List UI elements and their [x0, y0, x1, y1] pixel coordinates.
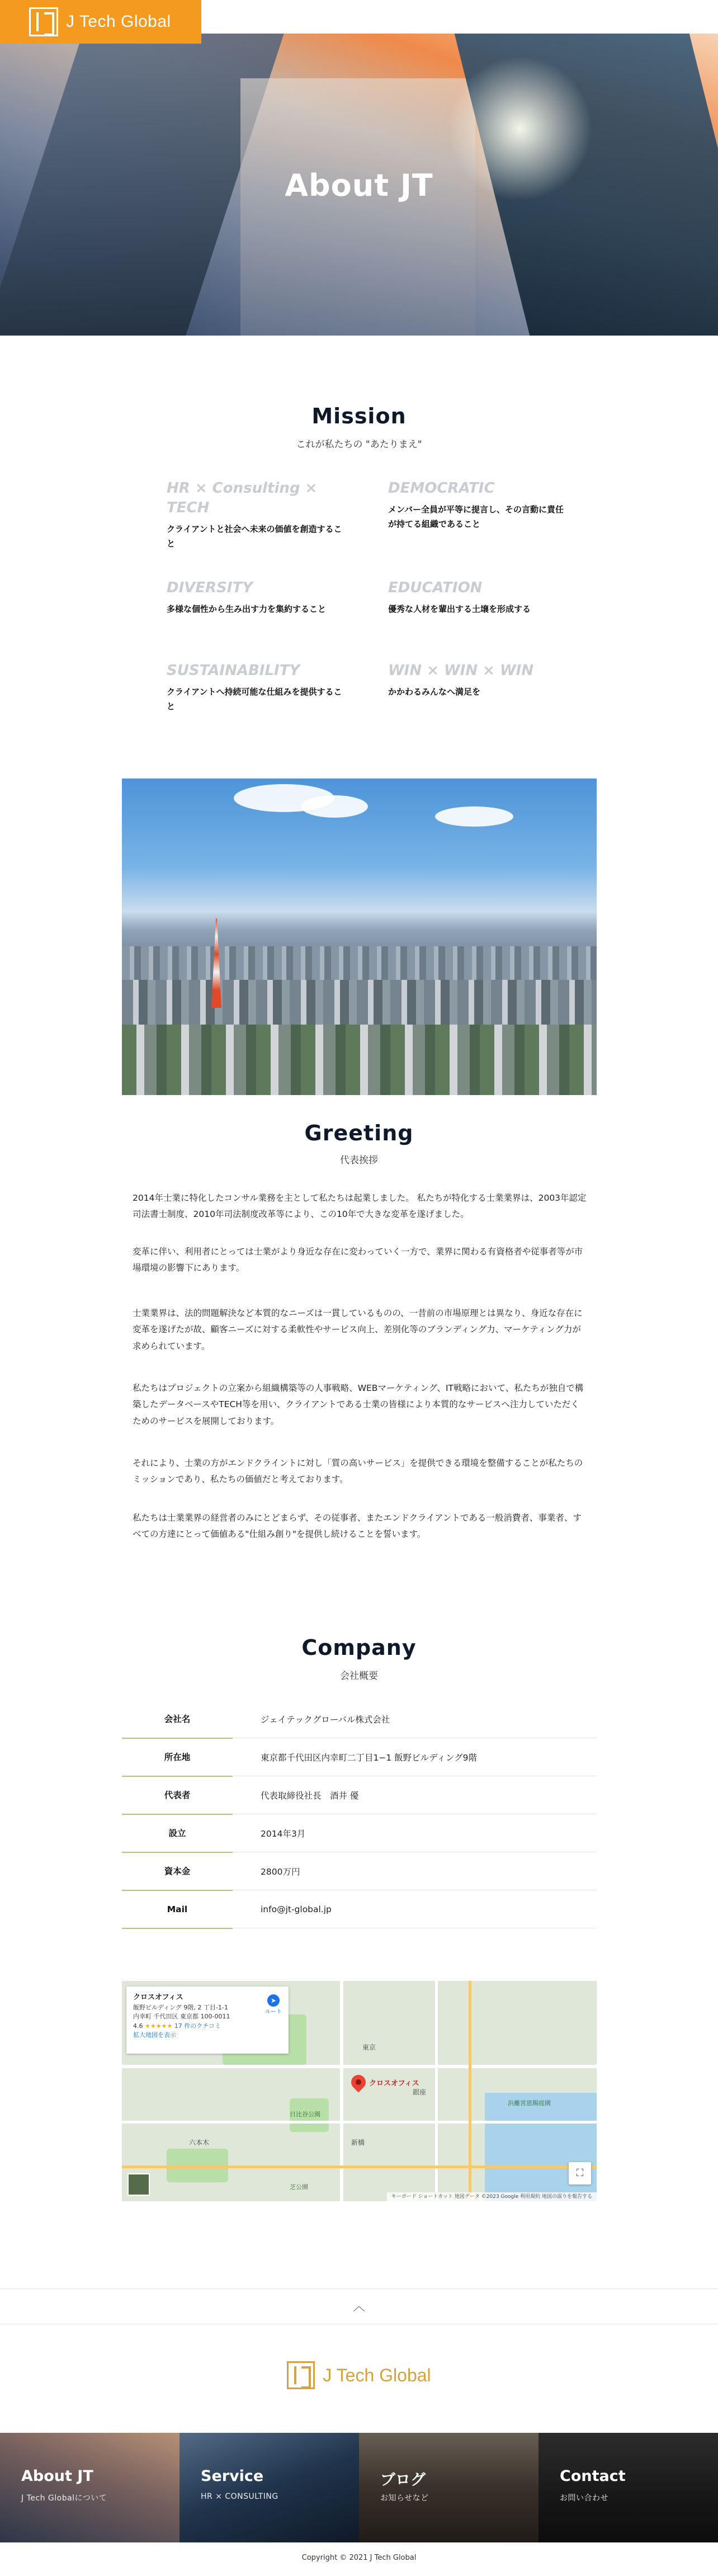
company-key: 資本金 [122, 1852, 233, 1890]
mission-item-ja: 優秀な人材を輩出する土壌を形成する [388, 604, 531, 615]
mission-item [388, 479, 567, 531]
footer-nav-title: About JT [21, 2468, 93, 2485]
google-map-embed[interactable] [122, 1981, 597, 2201]
company-value: 代表取締役社長 酒井 優 [261, 1790, 359, 1801]
copyright: Copyright © 2021 J Tech Global [301, 2554, 417, 2562]
company-key: 会社名 [122, 1700, 233, 1738]
page-title: About JT [285, 168, 433, 203]
mission-item-en: HR × Consulting × TECH [167, 480, 318, 517]
greeting-paragraph: 2014年士業に特化したコンサル業務を主として私たちは起業しました。 私たちが特化する士業業界は、2003年認定司法書士制度、2010年司法制度改革等により、この10年で大きな変革を遂げました。 [133, 1193, 587, 1220]
map-route-button[interactable] [265, 1994, 282, 2016]
mission-item [167, 578, 346, 617]
directions-icon: ➤ [267, 1994, 280, 2007]
footer-nav-sub: お知らせなど [380, 2494, 429, 2503]
footer-logo-text: J Tech Global [323, 2365, 431, 2385]
mission-item-en: WIN × WIN × WIN [388, 662, 534, 679]
footer-logo[interactable] [0, 2361, 718, 2389]
footer-nav-sub: お問い合わせ [560, 2494, 608, 2503]
map-label: 六本木 [189, 2139, 210, 2146]
company-key: 代表者 [122, 1776, 233, 1814]
footer-nav-title: Service [201, 2468, 264, 2485]
table-row [122, 1852, 597, 1890]
company-title: Company [301, 1635, 417, 1660]
company-subtitle: 会社概要 [340, 1671, 378, 1682]
map-attribution: キーボード ショートカット 地図データ ©2023 Google 利用規約 地図の誤りを報告する [387, 2192, 597, 2201]
company-value: ジェイテックグローバル株式会社 [261, 1714, 390, 1725]
company-value: 2800万円 [261, 1866, 300, 1877]
greeting-paragraph: 変革に伴い、利用者にとっては士業がより身近な存在に変わっていく一方で、業界に関わる有資格者や従事者等が市場環境の影響下にあります。 [133, 1247, 583, 1273]
footer-nav-sub: HR × CONSULTING [201, 2492, 278, 2501]
map-label: 銀座 [413, 2088, 427, 2096]
table-row [122, 1700, 597, 1738]
mission-item-ja: 多様な個性から生み出す力を集約すること [167, 604, 327, 615]
table-row [122, 1814, 597, 1852]
map-label: 芝公園 [290, 2183, 308, 2191]
map-place-card [126, 1987, 289, 2054]
greeting-title: Greeting [304, 1121, 414, 1145]
mission-item [388, 661, 567, 700]
footer-nav-blog[interactable] [359, 2433, 538, 2542]
map-address-line: 飯野ビルディング 9階, 2 丁目-1-1 [133, 2003, 228, 2011]
map-label: 浜離宮恩賜庭園 [508, 2100, 551, 2107]
greeting-paragraph: 私たちは士業業界の経営者のみにとどまらず、その従事者、またエンドクライアントである一般消費者、事業者、すべての方達にとって価値ある"仕組み創り"を提供し続けることを誓います。 [133, 1513, 582, 1540]
mission-item-ja: かかわるみんなへ満足を [388, 687, 481, 697]
mission-item [388, 578, 567, 617]
map-pin-label: クロスオフィス [369, 2079, 419, 2088]
fullscreen-icon[interactable]: ⛶ [569, 2162, 591, 2185]
table-row [122, 1776, 597, 1814]
company-key: 設立 [122, 1814, 233, 1852]
map-label: 新橋 [351, 2139, 365, 2146]
company-key: 所在地 [122, 1738, 233, 1776]
map-label: 東京 [362, 2044, 376, 2051]
map-address-line: 内幸町 千代田区 東京都 100-0011 [133, 2013, 230, 2020]
greeting-paragraph: 士業業界は、法的問題解決など本質的なニーズは一貫しているものの、一昔前の市場原理とは異なり、身近な存在に変革を遂げたが故、顧客ニーズに対する柔軟性やサービス向上、差別化等のブランディング力、マーケティング力が求められています。 [133, 1308, 583, 1351]
star-rating-icon: ★★★★★ [145, 2022, 173, 2030]
company-value: 東京都千代田区内幸町二丁目1−1 飯野ビルディング9階 [261, 1752, 477, 1763]
company-value: 2014年3月 [261, 1828, 306, 1839]
footer-nav-about[interactable] [0, 2433, 180, 2542]
table-row [122, 1890, 597, 1928]
header-logo-text: J Tech Global [66, 12, 171, 31]
mission-item-ja: メンバー全員が平等に提言し、その言動に責任が持てる組織であること [388, 504, 564, 529]
map-pin-icon[interactable] [348, 2072, 369, 2093]
greeting-subtitle: 代表挨拶 [340, 1155, 378, 1166]
hero-building-center [240, 78, 475, 336]
greeting-paragraph: 私たちはプロジェクトの立案から組織構築等の人事戦略、WEBマーケティング、IT戦略において、私たちが独自で構築したデータベースやTECH等を用い、クライアントである士業の皆様により本質的なサービスへ注力していただくためのサービスを展開しております。 [133, 1383, 584, 1426]
satellite-toggle-button[interactable] [127, 2173, 150, 2196]
footer-nav-contact[interactable] [538, 2433, 718, 2542]
footer-nav-title: Contact [560, 2468, 626, 2485]
hero-banner [0, 34, 718, 336]
back-to-top-button[interactable] [0, 2289, 718, 2324]
map-place-name: クロスオフィス [133, 1993, 183, 2002]
mission-item-en: SUSTAINABILITY [167, 662, 300, 679]
mission-subtitle: これが私たちの "あたりまえ" [296, 439, 422, 450]
footer-nav-sub: J Tech Globalについて [21, 2494, 107, 2503]
footer-nav-service[interactable] [180, 2433, 359, 2542]
mission-title: Mission [311, 404, 407, 428]
chevron-up-icon: ︿ [352, 2300, 365, 2314]
mission-item-en: DEMOCRATIC [388, 480, 495, 497]
footer-nav [0, 2433, 718, 2542]
map-label: 日比谷公園 [290, 2111, 320, 2118]
footer-nav-title: ブログ [380, 2471, 426, 2489]
mission-item [167, 661, 346, 714]
map-larger-link[interactable]: 拡大地図を表示 [133, 2031, 176, 2039]
mission-item-en: EDUCATION [388, 579, 483, 596]
company-key: Mail [122, 1890, 233, 1928]
mission-item-ja: クライアントと社会へ未来の価値を創造すること [167, 524, 342, 549]
table-row [122, 1738, 597, 1776]
map-route-label: ルート [265, 2009, 282, 2015]
jt-logo-icon [29, 7, 58, 36]
mission-item-ja: クライアントへ持続可能な仕組みを提供すること [167, 687, 342, 711]
greeting-paragraph: それにより、士業の方がエンドクライントに対し「質の高いサービス」を提供できる環境を整備することが私たちのミッションであり、私たちの価値だと考えております。 [133, 1458, 583, 1485]
mission-item [167, 479, 346, 551]
map-rating: 4.6 [133, 2022, 143, 2030]
jt-logo-icon [287, 2361, 315, 2389]
map-reviews-link[interactable]: 17 件のクチコミ [174, 2022, 221, 2030]
company-info-table [122, 1700, 597, 1928]
mission-item-en: DIVERSITY [167, 579, 253, 596]
header-logo[interactable] [0, 0, 201, 44]
tokyo-cityscape-image [122, 779, 597, 1095]
company-value: info@jt-global.jp [261, 1904, 332, 1914]
